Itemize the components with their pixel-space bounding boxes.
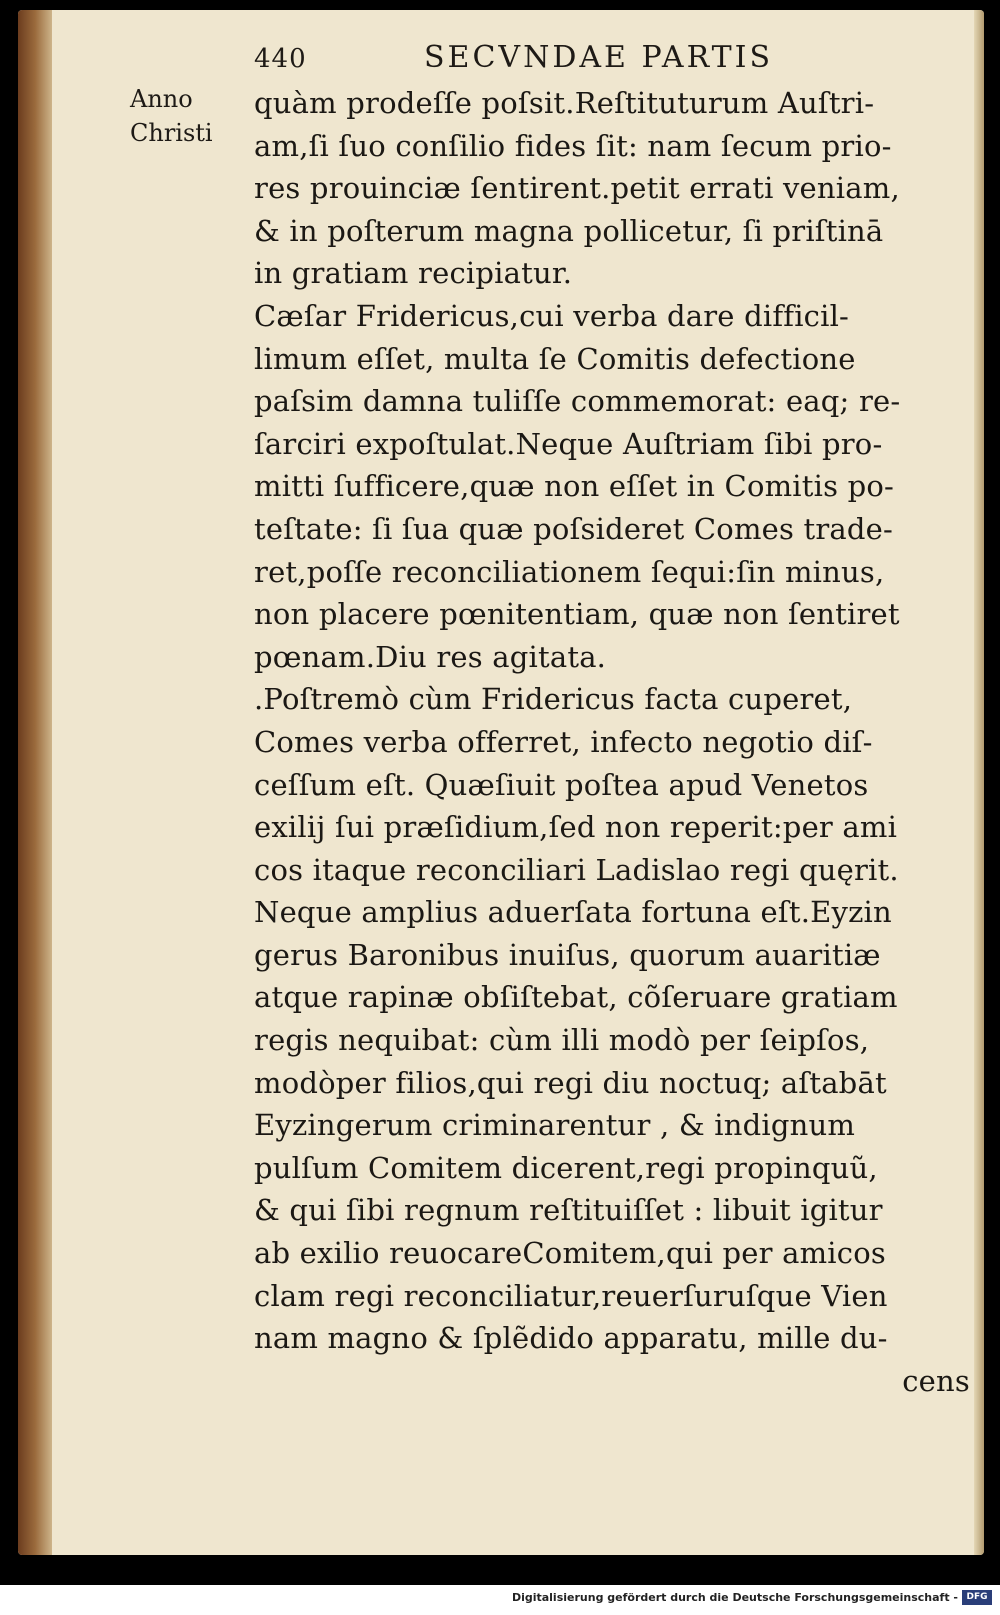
text-line: ceſſum eſt. Quæſiuit poſtea apud Venetos xyxy=(254,767,869,802)
text-line: nam magno & ſplẽdido apparatu, mille du- xyxy=(254,1321,888,1356)
running-header xyxy=(254,40,854,84)
text-line: res prouinciæ ſentirent.petit errati veniam, xyxy=(254,171,900,206)
page-edge xyxy=(974,10,984,1555)
text-line: quàm prodeſſe poſsit.Reſtituturum Auſtri- xyxy=(254,86,875,120)
text-line: teſtate: ſi ſua quæ poſsideret Comes trade- xyxy=(254,511,894,546)
text-line: clam regi reconciliatur,reuerſuruſque Vien xyxy=(254,1278,888,1313)
text-line: cos itaque reconciliari Ladislao regi quęrit. xyxy=(254,852,899,887)
text-line: & in poſterum magna pollicetur, ſi priſtinā xyxy=(254,213,884,248)
text-line: am,ſi ſuo conſilio fides ſit: nam ſecum prio- xyxy=(254,128,892,163)
text-line: ſarciri expoſtulat.Neque Auſtriam ſibi pro- xyxy=(254,426,883,461)
dfg-logo: DFG xyxy=(962,1590,992,1605)
text-line: in gratiam recipiatur. xyxy=(254,256,573,291)
text-line: Eyzingerum criminarentur , & indignum xyxy=(254,1108,856,1143)
text-line: mitti ſufficere,quæ non eſſet in Comitis po- xyxy=(254,469,895,504)
text-line: regis nequibat: cùm illi modò per ſeipſos, xyxy=(254,1023,870,1058)
text-line: pœnam.Diu res agitata. xyxy=(254,639,607,674)
book-page xyxy=(18,10,984,1555)
catchword: cens xyxy=(902,1363,970,1398)
text-line: ab exilio reuocareComitem,qui per amicos xyxy=(254,1236,886,1271)
body-text xyxy=(254,82,970,1402)
funding-credit: Digitalisierung gefördert durch die Deutsche Forschungsgemeinschaft - xyxy=(511,1591,958,1604)
text-line: Comes verba offerret, infecto negotio diſ- xyxy=(254,724,873,759)
text-line: limum eſſet, multa ſe Comitis defectione xyxy=(254,341,856,376)
text-line: gerus Baronibus inuiſus, quorum auaritiæ xyxy=(254,937,881,972)
text-line: pulſum Comitem dicerent,regi propinquũ, xyxy=(254,1150,878,1185)
text-line: Neque amplius aduerſata fortuna eſt.Eyzin xyxy=(254,895,892,930)
margin-note-line: Christi xyxy=(130,119,213,147)
text-line: paſsim damna tuliſſe commemorat: eaq; re- xyxy=(254,384,901,419)
text-line: ret,poſſe reconciliationem ſequi:ſin minus, xyxy=(254,554,885,589)
text-line: modòper filios,qui regi diu noctuq; aſtabāt xyxy=(254,1065,887,1100)
margin-note-line: Anno xyxy=(130,85,193,113)
text-line: .Poſtremò cùm Fridericus facta cuperet, xyxy=(254,682,853,717)
footer-bar xyxy=(0,1585,1000,1615)
text-line: & qui ſibi regnum reſtituiſſet : libuit igitur xyxy=(254,1193,883,1228)
page-number: 440 xyxy=(254,44,307,74)
book-binding xyxy=(18,10,52,1555)
text-line: Cæſar Fridericus,cui verba dare difficil- xyxy=(254,298,850,333)
running-title: SECVNDAE PARTIS xyxy=(424,40,774,75)
text-line: atque rapinæ obſiſtebat, cõſeruare gratiam xyxy=(254,980,898,1015)
text-line: non placere pœnitentiam, quæ non ſentiret xyxy=(254,597,900,632)
margin-note xyxy=(130,82,240,150)
text-line: exilij ſui præſidium,ſed non reperit:per ami xyxy=(254,810,898,845)
